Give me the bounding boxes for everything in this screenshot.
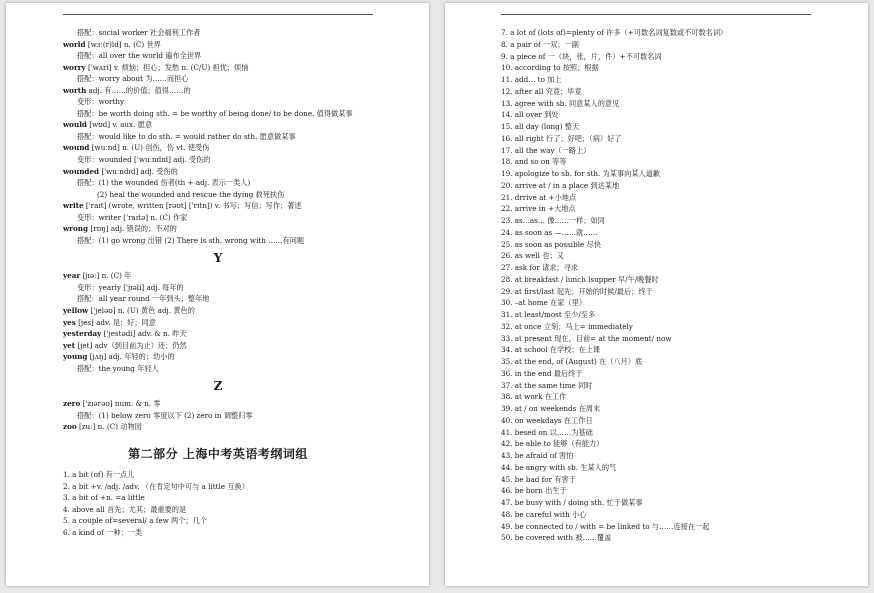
entry-detail-line <box>63 154 408 166</box>
entry-text: 搭配：the young 年轻人 <box>77 363 159 373</box>
phrase-item: 35. at the end, of (August) 在（八月）底 <box>501 357 643 366</box>
entry-text: [wɜː(r)ld] n. (C) 世界 <box>85 39 161 49</box>
dictionary-entry <box>63 305 408 317</box>
phrase-item: 28. at breakfast / lunch lsupper 早/午/晚餐时 <box>501 274 659 284</box>
entry-detail-line <box>63 73 408 85</box>
entry-text: (2) heal the wounded and rescue the dying 救死扶伤 <box>97 189 285 199</box>
dictionary-entry <box>63 351 408 363</box>
headword: yesterday <box>63 329 102 339</box>
phrase-item: 29. at first/last 起先；开始的时候/最后；终于 <box>501 286 653 296</box>
entry-detail-line <box>63 293 408 305</box>
phrase-item: 3. a bit of +n. =a little <box>63 493 145 503</box>
phrase-item: 38. at work 在工作 <box>501 392 567 402</box>
headword: wrong <box>63 224 89 234</box>
phrase-item: 18. and so on 等等 <box>501 157 567 167</box>
phrase-item: 48. be careful with 小心 <box>501 509 587 519</box>
section-letter-z: Z <box>213 379 223 394</box>
entry-text: adj. 有……的价值；值得……的 <box>86 85 191 95</box>
page-right-content <box>501 27 846 544</box>
phrase-item: 4. above all 首先；尤其；最重要的是 <box>63 504 187 514</box>
dictionary-entry <box>63 421 408 433</box>
headword: young <box>63 352 88 362</box>
phrase-item: 19. apologize to sb. for sth. 为某事向某人道歉 <box>501 169 661 178</box>
dictionary-entry <box>63 270 408 282</box>
entry-detail-line <box>63 189 408 201</box>
phrase-item: 7. a lot of (lots of)=plenty of 许多（+可数名词复数或不可数名词） <box>501 28 728 37</box>
dictionary-entry <box>63 328 408 340</box>
phrase-item: 44. be angry with sb. 生某人的气 <box>501 462 617 472</box>
entry-detail-line <box>63 177 408 189</box>
entry-text: 搭配：(1) the wounded 伤者(th + adj. 表示一类人) <box>77 178 251 188</box>
headword: year <box>63 271 81 281</box>
dictionary-entry <box>63 398 408 410</box>
header-rule <box>501 14 811 15</box>
phrase-item: 17. all the way（一路上） <box>501 145 591 155</box>
part-two-title: 第二部分 上海中考英语考纲词组 <box>128 446 308 461</box>
entry-text: 搭配：be worth doing sth. = be worthy of being done/ to be done. 值得做某事 <box>77 108 353 118</box>
phrase-item: 32. at once 立刻；马上= immediately <box>501 321 633 331</box>
entry-text: 搭配：all year round 一年到头；整年地 <box>77 294 210 304</box>
entry-detail-line <box>63 27 408 39</box>
phrase-item: 6. a kind of 一种；一类 <box>63 527 143 537</box>
header-rule <box>63 14 373 15</box>
y-entries-list <box>63 270 408 374</box>
phrase-item: 8. a pair of 一双；一副 <box>501 39 579 49</box>
phrase-item: 45. be bad for 有害于 <box>501 474 576 484</box>
entry-text: 搭配：(1) below zero 零度以下 (2) zero in 调整归零 <box>77 410 253 420</box>
phrase-item: 39. at / on weekends 在周末 <box>501 404 601 413</box>
headword: would <box>63 120 87 130</box>
dictionary-entry <box>63 317 408 329</box>
headword: yes <box>63 317 76 327</box>
phrase-item: 36. in the end 最后终于 <box>501 368 583 378</box>
headword: yet <box>63 340 76 350</box>
dictionary-entry <box>63 200 408 212</box>
entry-text: [wʊd] v. aux. 愿意 <box>86 120 153 130</box>
phrase-item: 13. agree with sb. 同意某人的意见 <box>501 98 620 108</box>
phrase-item: 46. be born 出生于 <box>501 486 567 496</box>
headword: worry <box>63 62 86 72</box>
document-page-right <box>445 3 868 586</box>
phrase-item: 42. be able to 能够（有能力） <box>501 439 604 449</box>
phrase-item: 1. a bit (of) 有一点儿 <box>63 469 135 479</box>
entry-text: [jes] adv. 是；好；同意 <box>75 317 156 327</box>
phrase-item: 30. –at home 在家（里） <box>501 298 587 308</box>
section-letter-y: Y <box>213 251 223 266</box>
phrase-item: 15. all day (long) 整天 <box>501 122 580 131</box>
dictionary-entry <box>63 39 408 51</box>
phrase-item: 12. after all 究竟；毕竟 <box>501 86 582 96</box>
dictionary-entry <box>63 119 408 131</box>
dictionary-entry <box>63 85 408 97</box>
phrase-item: 25. as soon as possible 尽快 <box>501 239 601 249</box>
phrase-item: 26. as well 也；又 <box>501 251 564 261</box>
headword: wound <box>63 143 90 153</box>
phrase-item: 41. besed on 以……为基础 <box>501 427 593 437</box>
entry-text: 变形：yearly ['jɪəli] adj. 每年的 <box>77 282 184 292</box>
phrase-item: 24. as soon as —……就…… <box>501 227 598 237</box>
entry-text: ['wuːndɪd] adj. 受伤的 <box>99 166 178 176</box>
phrase-item: 27. ask for 请求；寻求 <box>501 263 578 272</box>
phrase-item: 5. a couple of=several/ a few 两个；几个 <box>63 516 207 526</box>
headword: zoo <box>63 422 77 432</box>
phrase-item: 10. according to 按照；根据 <box>501 63 599 73</box>
dictionary-entry <box>63 166 408 178</box>
entry-detail-line <box>63 50 408 62</box>
phrase-item: 16. all right 行了；好吧；（病）好了 <box>501 133 622 143</box>
entry-detail-line <box>63 410 408 422</box>
entry-text: 变形：writer ['raɪtə] n. (C) 作家 <box>77 212 188 222</box>
entry-text: 变形：wounded ['wuːndɪd] adj. 受伤的 <box>77 155 211 165</box>
entry-text: [jɪəː] n. (C) 年 <box>80 271 132 281</box>
dictionary-entry <box>63 62 408 74</box>
entry-detail-line <box>63 235 408 247</box>
phrase-item: 50. be covered with 被……覆盖 <box>501 533 612 543</box>
entry-detail-line <box>63 212 408 224</box>
entry-text: [zuː] n. (C) 动物园 <box>76 422 142 432</box>
phrase-list-right <box>501 27 846 544</box>
entry-text: ['raɪt] (wrote, written [rəʊt] ['rɪtn]) v. 书写；写信；写作；著述 <box>83 201 302 211</box>
entry-detail-line <box>63 363 408 375</box>
z-entries-list <box>63 398 408 433</box>
entry-detail-line <box>63 108 408 120</box>
w-entries-list <box>63 27 408 246</box>
entry-text: ['wʌri] v. 烦恼；担心；发愁 n. (C/U) 担忧；烦恼 <box>85 62 249 72</box>
headword: world <box>63 39 86 49</box>
phrase-list-left <box>63 469 408 538</box>
entry-detail-line <box>63 96 408 108</box>
phrase-item: 23. as…as… 像……一样；如同 <box>501 216 605 225</box>
phrase-item: 2. a bit +v. /adj. /adv. （在肯定句中可与 a little 互换） <box>63 481 249 491</box>
headword: worth <box>63 85 87 95</box>
entry-text: 搭配：(1) go wrong 出错 (2) There is sth. wrong with ……有问题 <box>77 235 305 245</box>
entry-text: ['jeləʊ] n. (U) 黄色 adj. 黄色的 <box>88 306 195 316</box>
entry-text: 搭配：would like to do sth. = would rather do sth. 愿意做某事 <box>77 131 296 141</box>
entry-text: 搭配：worry about 为……而担心 <box>77 74 189 84</box>
entry-text: [jʌŋ] adj. 年轻的；幼小的 <box>87 352 175 362</box>
entry-detail-line <box>63 131 408 143</box>
phrase-item: 22. arrive in +大地点 <box>501 204 576 214</box>
phrase-item: 37. at the same time 同时 <box>501 380 593 390</box>
phrase-item: 34. at school 在学校；在上课 <box>501 345 601 355</box>
phrase-item: 33. at present 现在，目前= at the moment/ now <box>501 333 672 343</box>
page-left-content <box>63 27 408 538</box>
headword: write <box>63 201 84 211</box>
headword: wounded <box>63 166 100 176</box>
phrase-item: 49. be connected to / with = be linked to 与……连接在一起 <box>501 521 710 531</box>
phrase-item: 14. all over 到处 <box>501 110 559 120</box>
phrase-item: 11. add… to 加上 <box>501 75 562 84</box>
entry-detail-line <box>63 282 408 294</box>
headword: zero <box>63 399 81 409</box>
phrase-item: 31. at least/most 至少/至多 <box>501 310 596 319</box>
phrase-item: 47. be busy with / doing sth. 忙于做某事 <box>501 498 643 507</box>
entry-text: 变形：worthy <box>77 97 125 107</box>
dictionary-entry <box>63 142 408 154</box>
entry-text: [rɒŋ] adj. 错误的；不对的 <box>88 224 177 234</box>
entry-text: 搭配：all over the world 遍布全世界 <box>77 51 202 61</box>
phrase-item: 20. arrive at / in a place 到达某地 <box>501 180 620 190</box>
entry-text: ['zɪərəʊ] num. & n. 零 <box>80 399 161 409</box>
entry-text: 搭配：social worker 社会福利工作者 <box>77 28 201 37</box>
entry-text: ['jestədi] adv. & n. 昨天 <box>101 329 187 339</box>
phrase-item: 40. on weekdays 在工作日 <box>501 415 593 425</box>
dictionary-entry <box>63 340 408 352</box>
phrase-item: 43. be afraid of 害怕 <box>501 451 574 460</box>
phrase-item: 21. drrive at +小地点 <box>501 192 577 202</box>
entry-text: [wuːnd] n. (U) 创伤，伤 vt. 使受伤 <box>89 143 210 153</box>
headword: yellow <box>63 306 89 316</box>
phrase-item: 9. a piece of 一（块，张，片，件）+不可数名词 <box>501 51 662 61</box>
dictionary-entry <box>63 223 408 235</box>
document-page-left <box>6 3 429 586</box>
entry-text: [jet] adv（到目前为止）还；仍然 <box>75 340 187 350</box>
